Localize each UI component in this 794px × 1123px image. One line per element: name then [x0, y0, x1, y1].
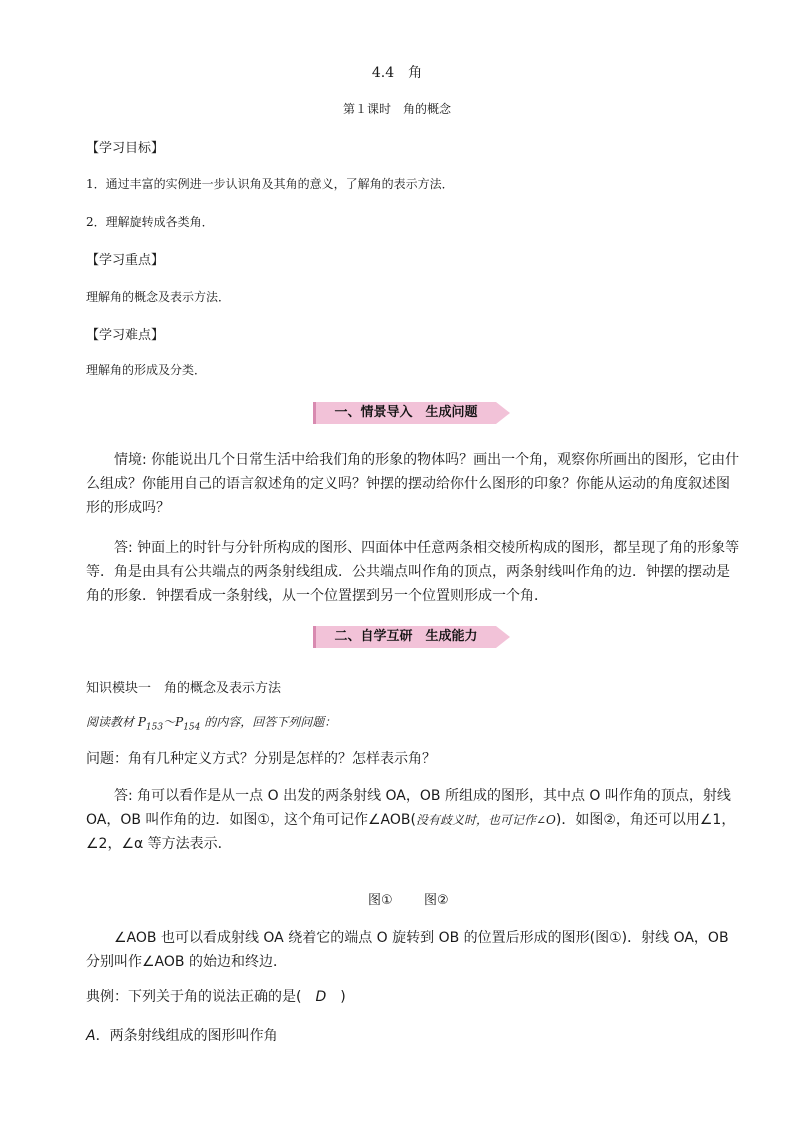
- objectives-label: 【学习目标】: [86, 141, 165, 156]
- page-ref-end: $P_{154}$: [175, 715, 201, 733]
- focus-text: 理解角的概念及表示方法．: [86, 290, 231, 304]
- difficulty-label: 【学习难点】: [86, 328, 165, 343]
- module-question: 问题：角有几种定义方式？分别是怎样的？怎样表示角？: [86, 751, 436, 767]
- scenario-answer: 答: 钟面上的时针与分针所构成的图形、四面体中任意两条相交棱所构成的图形，都呈现了角的形象等等．角是由具有公共端点的两条射线组成．公共端点叫作角的顶点，两条射线叫作角的边．钟摆的摆动是角的形象．钟摆看成一条射线，从一个位置摆到另一个位置则形成一个角．: [86, 540, 740, 604]
- example-answer: D: [315, 989, 327, 1005]
- objective-item-2: 2．理解旋转成各类角．: [86, 215, 214, 229]
- page-title: 4.4 角: [371, 65, 423, 81]
- example-question: 典例：下列关于角的说法正确的是( D ): [86, 989, 346, 1005]
- page-ref-start: $P_{153}$: [137, 715, 164, 733]
- reading-prefix: 阅读教材: [86, 715, 138, 729]
- objective-item-1: 1．通过丰富的实例进一步认识角及其角的意义，了解角的表示方法．: [86, 177, 454, 191]
- lesson-subtitle: 第１课时 角的概念: [342, 102, 451, 116]
- rotation-definition: ∠AOB 也可以看成射线 OA 绕着它的端点 O 旋转到 OB 的位置后形成的图形(图①)．射线 OA，OB 分别叫作∠AOB 的始边和终边．: [86, 930, 729, 970]
- answer-note: 没有歧义时，也可记作∠O: [415, 813, 556, 827]
- difficulty-text: 理解角的形成及分类．: [86, 363, 207, 377]
- module-answer: 答: 角可以看作是从一点 O 出发的两条射线 OA，OB 所组成的图形，其中点 O 叫作角的顶点，射线 OA，OB 叫作角的边．如图①，这个角可记作∠AOB(没有歧义时，也可记作∠O)．如图②，角还可以用∠1，∠2，∠α 等方法表示．: [86, 788, 736, 852]
- focus-label: 【学习重点】: [86, 253, 165, 268]
- knowledge-module-title: 知识模块一 角的概念及表示方法: [86, 681, 282, 696]
- section-banner-2: 二、自学互研 生成能力: [313, 626, 496, 648]
- option-a: A．两条射线组成的图形叫作角: [86, 1028, 278, 1044]
- section-banner-1: 一、情景导入 生成问题: [313, 402, 496, 424]
- scenario-question: 情境: 你能说出几个日常生活中给我们角的形象的物体吗？画出一个角，观察你所画出的图形，它由什么组成？你能用自己的语言叙述角的定义吗？钟摆的摆动给你什么图形的印象？你能从运动的角度叙述图形的形成吗？: [86, 452, 740, 516]
- figure-2-caption: 图②: [424, 893, 449, 908]
- reading-instruction: 阅读教材 $P_{153}\sim P_{154}$ 的内容，回答下列问题：: [86, 715, 337, 733]
- figure-1-caption: 图①: [368, 893, 393, 908]
- reading-suffix: 的内容，回答下列问题：: [200, 715, 337, 729]
